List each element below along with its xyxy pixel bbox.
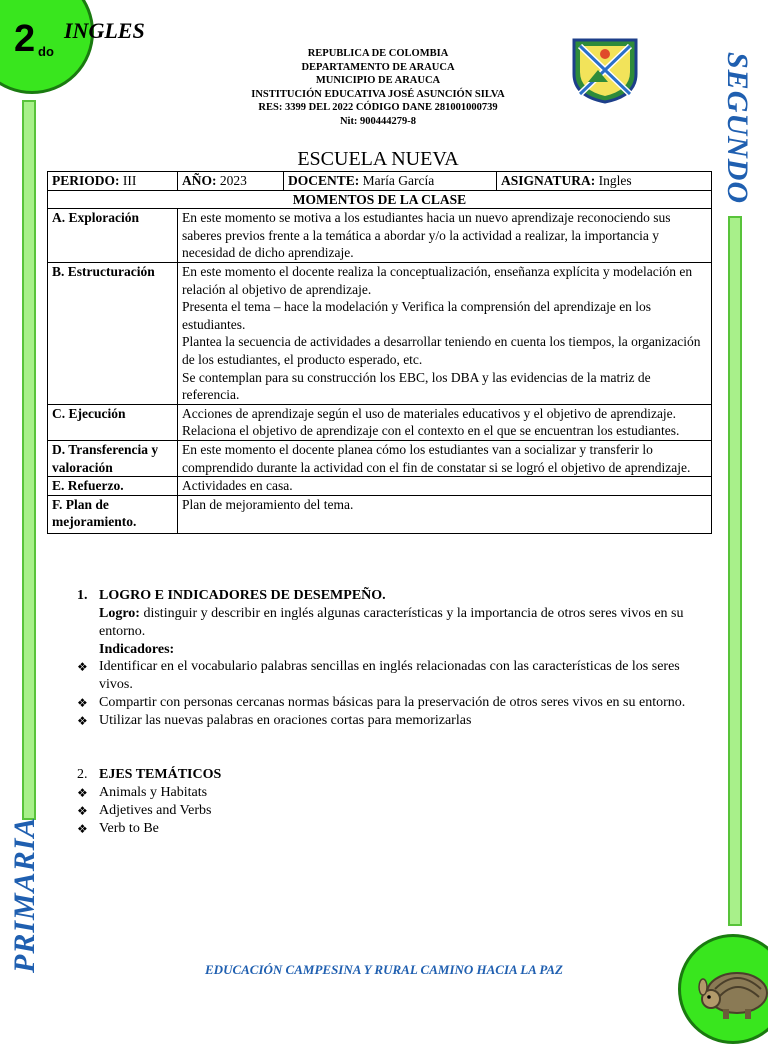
list-item: ❖ Adjetives and Verbs — [77, 803, 212, 818]
moments-heading: MOMENTOS DE LA CLASE — [48, 190, 712, 209]
list-item: ❖ Animals y Habitats — [77, 785, 208, 800]
moment-text: En este momento el docente planea cómo los estudiantes van a socializar y transferir lo comprendido durante la actividad con el fin de constatar si se logró el objetivo de aprendizaje. — [178, 440, 712, 476]
moment-paragraph: Plantea la secuencia de actividades a desarrollar teniendo en cuenta los tiempos, la organización de los estudiantes, el producto esperado, etc. — [182, 334, 701, 367]
asignatura-cell: ASIGNATURA: Ingles — [497, 172, 712, 191]
header-line: Nit: 900444279-8 — [339, 115, 417, 127]
moment-paragraph: Presenta el tema – hace la modelación y Verifica la comprensión del aprendizaje en los estudiantes. — [182, 299, 652, 332]
list-item: ❖ Verb to Be — [77, 821, 159, 836]
footer-slogan: EDUCACIÓN CAMPESINA Y RURAL CAMINO HACIA LA PAZ — [205, 962, 563, 977]
table-row — [48, 440, 712, 476]
header-line: REPUBLICA DE COLOMBIA — [307, 48, 449, 59]
indicadores-label: Indicadores: — [99, 642, 175, 657]
list-item: ❖ Identificar en el vocabulario palabras sencillas en inglés relacionadas con las características de los seres vivos. — [77, 659, 680, 692]
grade-number: 2 — [14, 18, 36, 60]
diamond-bullet-icon: ❖ — [77, 822, 88, 836]
moment-text: Plan de mejoramiento del tema. — [178, 495, 712, 533]
ejes-section — [77, 766, 717, 784]
moment-label: A. Exploración — [48, 209, 178, 263]
moment-text: En este momento se motiva a los estudiantes hacia un nuevo aprendizaje reconociendo sus saberes previos frente a la temática a abordar y/o la actividad a realizar, la importancia y necesidad de dicho aprendizaje. — [178, 209, 712, 263]
armadillo-mascot-icon — [678, 934, 768, 1044]
header-line: RES: 3399 DEL 2022 CÓDIGO DANE 281001000739 — [258, 102, 498, 114]
institution-header — [200, 47, 556, 129]
moment-text: Actividades en casa. — [178, 477, 712, 496]
table-row — [48, 262, 712, 404]
docente-cell: DOCENTE: María García — [284, 172, 497, 191]
moment-label: D. Transferencia y valoración — [48, 440, 178, 476]
class-plan-table — [47, 171, 712, 534]
logro-section — [77, 587, 717, 659]
school-title: ESCUELA NUEVA — [297, 148, 459, 170]
header-line: INSTITUCIÓN EDUCATIVA JOSÉ ASUNCIÓN SILVA — [251, 88, 505, 100]
periodo-cell: PERIODO: III — [48, 172, 178, 191]
moment-text: Acciones de aprendizaje según el uso de materiales educativos y el objetivo de aprendizaje. Relaciona el objetivo de aprendizaje con el contexto en el que se encuentran los estudiantes. — [178, 404, 712, 440]
diamond-bullet-icon: ❖ — [77, 714, 88, 728]
anio-cell: AÑO: 2023 — [178, 172, 284, 191]
table-row — [48, 209, 712, 263]
moment-label: E. Refuerzo. — [48, 477, 178, 496]
header-line: DEPARTAMENTO DE ARAUCA — [301, 61, 455, 73]
diamond-bullet-icon: ❖ — [77, 804, 88, 818]
diamond-bullet-icon: ❖ — [77, 660, 88, 674]
moment-text — [178, 262, 712, 404]
table-row — [48, 404, 712, 440]
list-item: ❖ Utilizar las nuevas palabras en oraciones cortas para memorizarlas — [77, 713, 472, 728]
diamond-bullet-icon: ❖ — [77, 696, 88, 710]
section-heading: 2. EJES TEMÁTICOS — [77, 767, 222, 782]
grade-side-label: SEGUNDO — [721, 52, 754, 205]
info-row — [48, 172, 712, 191]
table-row — [48, 477, 712, 496]
level-side-label: PRIMARIA — [8, 816, 41, 973]
indicadores-list — [77, 658, 717, 730]
section-heading: 1. LOGRO E INDICADORES DE DESEMPEÑO. — [77, 588, 386, 603]
left-decorative-bar — [22, 100, 36, 820]
moment-paragraph: Se contemplan para su construcción los EBC, los DBA y las evidencias de la matriz de referencia. — [182, 369, 651, 403]
subject-title: INGLES — [64, 18, 145, 43]
moment-paragraph: En este momento el docente realiza la conceptualización, enseñanza explícita y modelación en relación al objetivo de aprendizaje. — [182, 263, 693, 297]
moments-heading-row — [48, 190, 712, 209]
ejes-list — [77, 784, 477, 838]
right-decorative-bar — [728, 216, 742, 926]
moment-label: B. Estructuración — [48, 262, 178, 404]
moment-label: C. Ejecución — [48, 404, 178, 440]
table-row — [48, 495, 712, 533]
logro-paragraph: Logro: distinguir y describir en inglés algunas características y la importancia de otros seres vivos en su entorno. — [99, 606, 684, 639]
list-item: ❖ Compartir con personas cercanas normas básicas para la preservación de otros seres vivos en su entorno. — [77, 695, 686, 710]
moment-label: F. Plan de mejoramiento. — [48, 495, 178, 533]
grade-suffix: do — [38, 44, 54, 59]
diamond-bullet-icon: ❖ — [77, 786, 88, 800]
header-line: MUNICIPIO DE ARAUCA — [315, 75, 441, 87]
institution-crest-icon — [570, 36, 640, 104]
